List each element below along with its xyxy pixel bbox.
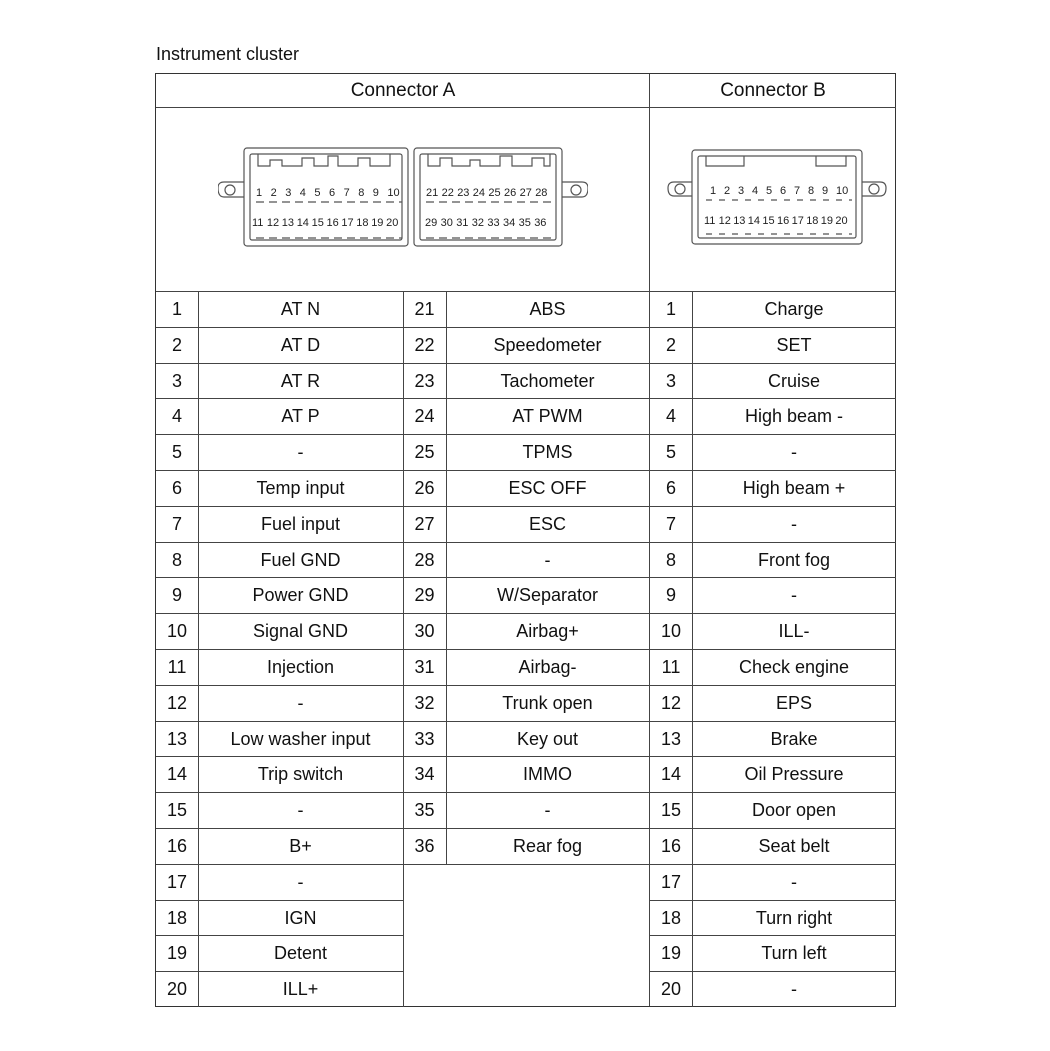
connector-a-pin-number: 12 [166,692,188,713]
pin-number-label: 32 [471,217,485,229]
pin-number-label: 25 [488,187,501,199]
pin-number-label: 3 [285,187,292,199]
pin-number-label: 27 [519,187,532,199]
pin-number-label: 12 [266,217,280,229]
connector-b-pin-signal: ILL- [778,621,810,642]
connector-b-pin-number: 3 [665,370,676,391]
connector-a-pin-number: 4 [171,406,182,427]
connector-a-pin-number: 1 [171,299,182,319]
connector-a-pin-signal: - [297,442,304,463]
pin-number-label: 15 [311,217,324,229]
pin-number-label: 10 [387,187,400,199]
connector-a-pin-signal: - [297,692,304,713]
mount-hole-left-icon [225,185,235,195]
connector-b-pin-signal: - [791,513,797,534]
pin-number-label: 28 [535,187,548,199]
connector-b-pin-signal: Charge [764,299,824,319]
pin-number-label: 16 [326,217,339,229]
connector-a-diagram [218,144,588,254]
pinout-table [155,73,896,1007]
connector-a-pin-signal: Low washer input [230,728,371,749]
connector-a-pin-number: 8 [171,549,182,570]
connector-a-pin-signal: Speedometer [493,334,602,355]
connector-a-pin-number: 21 [414,299,435,319]
pin-number-label: 33 [487,217,500,229]
pin-number-label: 29 [425,217,438,229]
connector-b-pin-number: 10 [660,621,682,642]
connector-b-pin-signal: High beam - [744,406,844,427]
connector-a-pin-signal: IGN [284,907,317,928]
connector-a-pin-number: 9 [171,585,182,606]
connector-a-pin-signal: Trunk open [502,692,593,713]
connector-a-pin-number: 32 [414,692,435,713]
connector-a-pin-signal: Rear fog [512,836,583,856]
connector-a-pin-signal: ESC OFF [508,478,587,498]
connector-b-pin-signal: Door open [751,800,837,821]
pin-number-label: 13 [733,215,746,227]
connector-a-pin-number: 27 [414,513,435,534]
connector-a-pin-number: 15 [166,800,188,821]
connector-b-pin-number: 1 [665,299,676,319]
connector-a-pin-signal: AT D [280,334,321,355]
connector-a-pin-signal: ABS [529,299,566,319]
connector-b-pin-number: 15 [660,800,682,821]
pin-number-label: 15 [762,215,775,227]
pin-number-label: 17 [341,217,354,229]
connector-b-pin-signal: - [791,871,797,892]
mount-hole-right-icon [571,185,581,195]
connector-b-pin-number: 5 [665,442,676,463]
pin-number-label: 7 [794,185,801,197]
pin-number-label: 22 [441,187,454,199]
connector-b-pin-numbers [704,185,848,227]
pin-number-label: 19 [820,215,834,227]
connector-a-pin-signal: Airbag+ [516,621,579,642]
connector-b-pin-signal: - [791,979,797,1000]
connector-a-header: Connector A [156,74,650,108]
connector-a-pin-signal: - [544,800,551,821]
connector-a-pin-signal: - [297,871,304,892]
connector-b-pin-signal: Oil Pressure [744,764,844,785]
connector-b-pin-number: 6 [665,478,676,498]
pin-number-label: 24 [472,187,486,199]
connector-b-pin-number: 8 [665,549,676,570]
connector-a-pin-signal: B+ [289,836,312,856]
pin-number-label: 12 [718,215,731,227]
connector-a-pin-signal: Power GND [252,585,349,606]
connector-a-pin-number: 24 [414,406,435,427]
connector-b-pin-number: 2 [665,334,676,355]
connector-b-pin-signal: EPS [775,692,813,713]
connector-a-pin-signal: Detent [273,943,328,964]
pin-number-label: 7 [343,187,350,199]
pin-number-label: 34 [503,217,516,229]
connector-a-pin-signal: Fuel GND [260,549,341,570]
pin-number-label: 13 [281,217,295,229]
pin-number-label: 19 [371,217,384,229]
connector-a-pin-signal: Tachometer [500,370,595,391]
connector-a-pin-number: 29 [414,585,435,606]
connector-a-pin-number: 6 [171,478,182,498]
connector-b-pin-signal: High beam + [742,478,846,498]
connector-a-pin-signal: AT N [280,299,321,319]
connector-a-pin-signal: IMMO [523,764,572,785]
pin-number-label: 36 [534,217,547,229]
pin-number-label: 18 [806,215,819,227]
connector-a-pin-number: 30 [414,621,435,642]
pin-number-label: 10 [836,185,849,197]
connector-a-pin-signal: W/Separator [496,585,599,606]
connector-a-pin-signal: AT PWM [512,406,583,427]
pin-number-label: 11 [252,217,264,229]
connector-b-pin-signal: Check engine [738,657,850,677]
connector-b-pin-signal: Turn left [761,943,827,964]
connector-b-pin-number: 12 [660,692,682,713]
connector-a-pin-number: 20 [166,979,188,1000]
pin-number-label: 6 [329,187,336,199]
pin-number-label: 30 [440,217,453,229]
pin-number-label: 18 [356,217,369,229]
connector-b-diagram [666,148,888,248]
pin-number-label: 26 [504,187,517,199]
connector-a-pin-signal: AT R [280,370,321,391]
connector-b-pin-number: 19 [660,943,682,964]
connector-a-pin-number: 5 [171,442,182,463]
connector-a-pin-signal: Fuel input [260,513,341,534]
connector-a-pin-number: 19 [166,943,188,964]
connector-a-pin-number: 23 [414,370,435,391]
connector-b-pin-number: 13 [660,728,682,749]
pin-number-label: 8 [808,185,815,197]
mount-hole-left-icon [675,184,685,194]
connector-a-pin-signal: ESC [528,513,566,534]
pin-number-label: 9 [822,185,829,197]
connector-b-pin-signal: - [791,442,797,463]
pin-number-label: 4 [752,185,759,197]
connector-a-pin-number: 2 [171,334,182,355]
connector-a-pin-number: 26 [414,478,435,498]
connector-b-pin-number: 4 [665,406,676,427]
connector-a-pin-number: 16 [166,836,188,856]
connector-a-pin-number: 7 [171,513,182,534]
connector-b-pin-signal: SET [776,334,812,355]
connector-a-pin-number: 25 [414,442,435,463]
pin-number-label: 1 [256,187,263,199]
pin-number-label: 11 [704,215,716,227]
connector-b-pin-signal: Cruise [767,370,820,391]
pin-number-label: 21 [426,187,439,199]
pin-number-label: 3 [738,185,745,197]
connector-a-pin-number: 3 [171,370,182,391]
connector-a-pin-number: 14 [166,764,188,785]
connector-a-pin-signal: Injection [266,657,335,677]
pin-number-label: 35 [518,217,531,229]
connector-b-pin-number: 17 [660,871,682,892]
connector-a-pin-signal: Airbag- [518,657,577,677]
pin-number-label: 8 [358,187,365,199]
connector-a-pin-number: 31 [414,657,435,677]
pin-number-label: 5 [314,187,321,199]
pin-number-label: 2 [270,187,277,199]
connector-a-pin-numbers [252,187,547,229]
mount-hole-right-icon [869,184,879,194]
pin-number-label: 17 [791,215,804,227]
connector-a-pin-number: 28 [414,549,435,570]
connector-a-pin-signal: - [544,549,551,570]
connector-b-pin-signal: Seat belt [758,836,830,856]
connector-a-pin-signal: Signal GND [252,621,349,642]
connector-b-pin-number: 11 [661,657,681,677]
connector-a-pin-number: 18 [166,907,188,928]
connector-a-pin-signal: TPMS [522,442,573,463]
connector-b-pin-number: 9 [665,585,676,606]
connector-b-pin-number: 14 [660,764,682,785]
pin-number-label: 31 [456,217,469,229]
connector-a-pin-signal: AT P [281,406,320,427]
connector-a-pin-signal: Trip switch [257,764,344,785]
pin-number-label: 20 [835,215,848,227]
connector-a-pin-number: 17 [166,871,188,892]
connector-b-pin-signal: Turn right [755,907,833,928]
connector-a-pin-number: 36 [414,836,435,856]
connector-a-pin-number: 33 [414,728,435,749]
connector-b-pin-number: 20 [660,979,682,1000]
pin-number-label: 14 [296,217,309,229]
pin-number-label: 20 [386,217,399,229]
connector-a-pin-number: 34 [414,764,435,785]
pin-number-label: 14 [747,215,761,227]
connector-b-pin-number: 7 [665,513,676,534]
connector-b-pin-number: 16 [660,836,682,856]
connector-b-pin-number: 18 [660,907,682,928]
connector-a-pin-signal: ILL+ [282,979,319,1000]
connector-a-pin-signal: - [297,800,304,821]
connector-b-pin-signal: - [791,585,797,606]
pin-number-label: 4 [299,187,306,199]
connector-a-pin-signal: Key out [516,728,579,749]
pin-number-label: 5 [766,185,773,197]
pin-number-label: 2 [724,185,731,197]
connector-b-pin-signal: Front fog [757,549,831,570]
connector-b-pin-signal: Brake [770,728,818,749]
pin-number-label: 23 [457,187,470,199]
connector-a-pin-number: 35 [414,800,435,821]
pin-number-label: 1 [710,185,717,197]
connector-a-pin-signal: Temp input [256,478,345,498]
page-title: Instrument cluster [156,44,300,64]
pin-number-label: 6 [780,185,787,197]
connector-a-pin-number: 10 [166,621,188,642]
pin-number-label: 16 [777,215,790,227]
connector-a-pin-number: 13 [166,728,188,749]
connector-a-pin-number: 22 [414,334,435,355]
pin-number-label: 9 [372,187,379,199]
connector-a-pin-number: 11 [167,657,187,677]
connector-b-header: Connector B [650,74,896,108]
